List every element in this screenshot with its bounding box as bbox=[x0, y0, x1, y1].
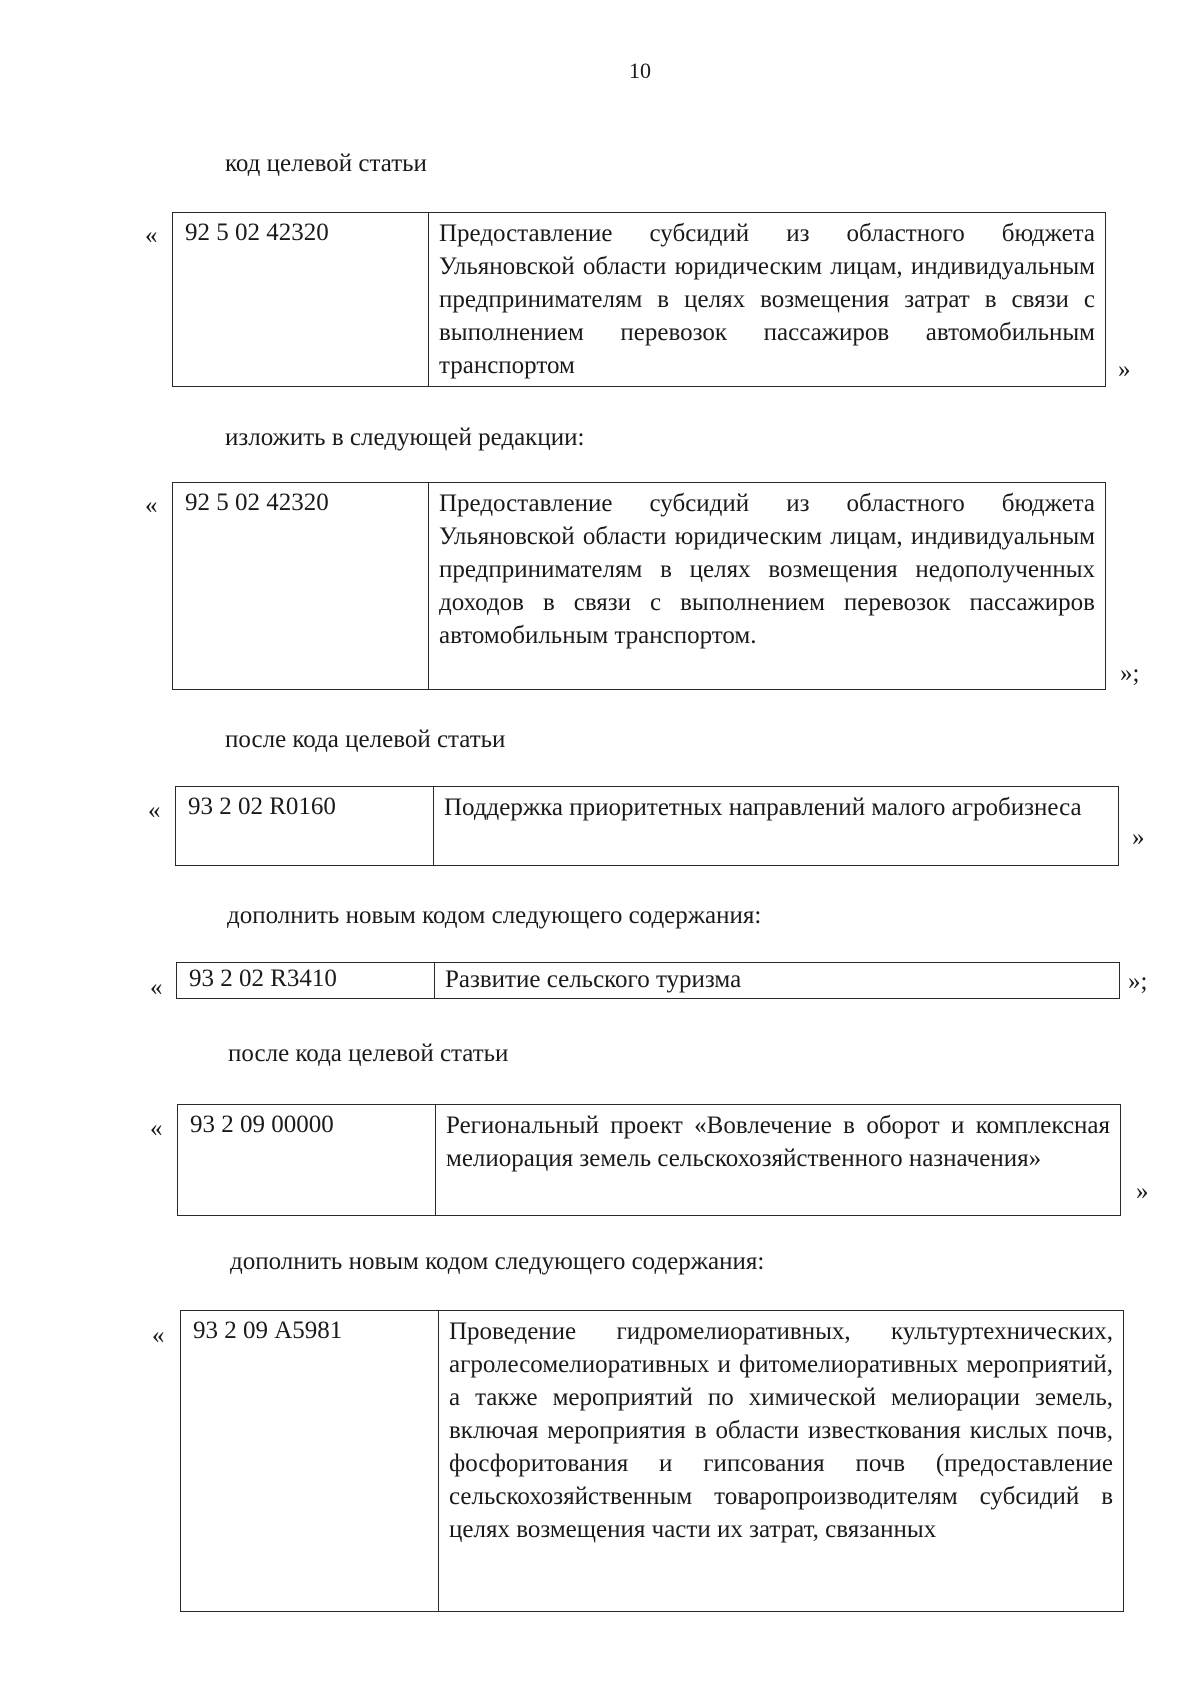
section-5-intro: после кода целевой статьи bbox=[228, 1040, 509, 1067]
section-4-description: Развитие сельского туризма bbox=[445, 966, 742, 993]
section-3-close-quote: » bbox=[1132, 824, 1145, 851]
section-4-open-quote: « bbox=[150, 974, 163, 1001]
section-6-intro: дополнить новым кодом следующего содержания: bbox=[230, 1248, 765, 1275]
section-5-code-row bbox=[177, 1104, 1121, 1216]
section-6-code-row bbox=[180, 1310, 1124, 1612]
section-1-intro: код целевой статьи bbox=[225, 150, 427, 177]
section-4-code: 93 2 02 R3410 bbox=[177, 963, 435, 998]
section-4-code-row bbox=[176, 962, 1120, 999]
section-3-open-quote: « bbox=[148, 797, 161, 824]
section-5-code: 93 2 09 00000 bbox=[178, 1105, 436, 1215]
section-3-code: 93 2 02 R0160 bbox=[176, 787, 434, 865]
section-6-code: 93 2 09 А5981 bbox=[181, 1311, 439, 1611]
section-2-description: Предоставление субсидий из областного бюджета Ульяновской области юридическим лицам, индивидуальным предпринимателям в целях возмещения недополученных доходов в связи с выполнением перевозок пассажиров автомобильным транспортом. bbox=[439, 490, 1095, 649]
section-5-open-quote: « bbox=[150, 1115, 163, 1142]
section-6-description: Проведение гидромелиоративных, культуртехнических, агролесомелиоративных и фитомелиоративных мероприятий, а также мероприятий по химической мелиорации земель, включая мероприятия в области известкования кислых почв, фосфоритования и гипсования почв (предоставление сельскохозяйственным товаропроизводителям субсидий в целях возмещения части их затрат, связанных bbox=[449, 1318, 1113, 1543]
section-6-open-quote: « bbox=[152, 1322, 165, 1349]
section-3-intro: после кода целевой статьи bbox=[225, 726, 506, 753]
section-5-description: Региональный проект «Вовлечение в оборот и комплексная мелиорация земель сельскохозяйственного назначения» bbox=[446, 1112, 1110, 1172]
section-1-code-row bbox=[172, 212, 1106, 387]
section-1-description: Предоставление субсидий из областного бюджета Ульяновской области юридическим лицам, индивидуальным предпринимателям в целях возмещения затрат в связи с выполнением перевозок пассажиров автомобильным транспортом bbox=[439, 220, 1095, 379]
section-4-close-quote: »; bbox=[1128, 968, 1148, 995]
section-1-code: 92 5 02 42320 bbox=[173, 213, 429, 386]
section-1-open-quote: « bbox=[145, 222, 158, 249]
page-number: 10 bbox=[629, 58, 651, 83]
section-1-close-quote: » bbox=[1118, 356, 1131, 383]
section-3-description: Поддержка приоритетных направлений малого агробизнеса bbox=[444, 794, 1082, 821]
section-5-close-quote: » bbox=[1136, 1178, 1149, 1205]
section-2-intro: изложить в следующей редакции: bbox=[225, 424, 585, 451]
section-2-open-quote: « bbox=[145, 492, 158, 519]
section-2-code-row bbox=[172, 482, 1106, 690]
section-2-close-quote: »; bbox=[1120, 660, 1140, 687]
section-3-code-row bbox=[175, 786, 1119, 866]
section-2-code: 92 5 02 42320 bbox=[173, 483, 429, 689]
section-4-intro: дополнить новым кодом следующего содержания: bbox=[227, 902, 762, 929]
